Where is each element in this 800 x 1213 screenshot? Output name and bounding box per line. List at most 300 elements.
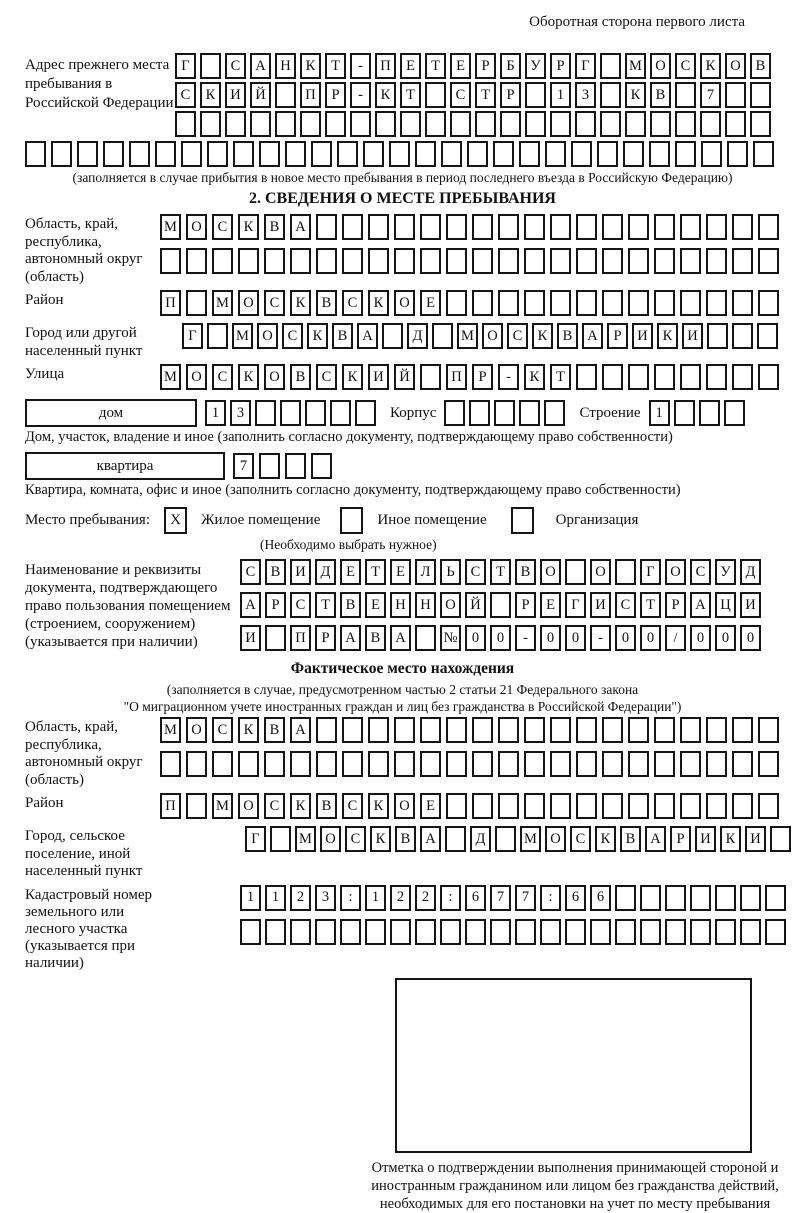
char-box[interactable]: Г — [565, 592, 586, 618]
char-box[interactable] — [498, 248, 519, 274]
char-box[interactable]: О — [394, 290, 415, 316]
char-box[interactable] — [675, 141, 696, 167]
char-box[interactable]: М — [295, 826, 316, 852]
char-box[interactable]: Й — [465, 592, 486, 618]
char-box[interactable]: И — [240, 625, 261, 651]
char-box[interactable]: К — [720, 826, 741, 852]
char-box[interactable] — [628, 290, 649, 316]
char-box[interactable]: - — [498, 364, 519, 390]
char-box[interactable]: В — [750, 53, 771, 79]
char-box[interactable]: А — [340, 625, 361, 651]
char-box[interactable] — [665, 919, 686, 945]
char-box[interactable]: С — [282, 323, 303, 349]
char-box[interactable]: В — [650, 82, 671, 108]
char-box[interactable] — [765, 885, 786, 911]
char-box[interactable]: О — [545, 826, 566, 852]
char-box[interactable] — [207, 141, 228, 167]
char-box[interactable]: И — [590, 592, 611, 618]
char-box[interactable] — [420, 717, 441, 743]
char-box[interactable] — [732, 751, 753, 777]
char-box[interactable]: К — [368, 793, 389, 819]
char-box[interactable]: 7 — [700, 82, 721, 108]
char-box[interactable]: И — [368, 364, 389, 390]
char-box[interactable] — [186, 248, 207, 274]
char-box[interactable] — [420, 364, 441, 390]
char-box[interactable] — [368, 214, 389, 240]
char-box[interactable]: С — [342, 290, 363, 316]
char-box[interactable] — [420, 751, 441, 777]
char-box[interactable]: О — [440, 592, 461, 618]
char-box[interactable] — [389, 141, 410, 167]
char-box[interactable] — [680, 793, 701, 819]
char-box[interactable] — [732, 290, 753, 316]
char-box[interactable] — [675, 111, 696, 137]
char-box[interactable] — [758, 717, 779, 743]
char-box[interactable]: 1 — [365, 885, 386, 911]
char-box[interactable] — [285, 141, 306, 167]
char-box[interactable] — [550, 751, 571, 777]
char-box[interactable]: У — [715, 559, 736, 585]
char-box[interactable] — [654, 214, 675, 240]
char-box[interactable] — [446, 214, 467, 240]
char-box[interactable] — [590, 919, 611, 945]
char-box[interactable]: Й — [250, 82, 271, 108]
char-box[interactable] — [382, 323, 403, 349]
char-box[interactable]: 1 — [265, 885, 286, 911]
char-box[interactable]: О — [590, 559, 611, 585]
char-box[interactable]: Т — [315, 592, 336, 618]
char-box[interactable]: 7 — [233, 453, 254, 479]
char-box[interactable]: В — [557, 323, 578, 349]
char-box[interactable]: Т — [325, 53, 346, 79]
char-box[interactable] — [250, 111, 271, 137]
char-box[interactable] — [732, 214, 753, 240]
char-box[interactable] — [500, 111, 521, 137]
char-box[interactable]: С — [345, 826, 366, 852]
char-box[interactable]: 6 — [590, 885, 611, 911]
char-box[interactable] — [490, 919, 511, 945]
char-box[interactable] — [690, 919, 711, 945]
char-box[interactable] — [472, 290, 493, 316]
char-box[interactable] — [765, 919, 786, 945]
char-box[interactable]: К — [375, 82, 396, 108]
char-box[interactable]: Е — [340, 559, 361, 585]
char-box[interactable]: М — [160, 364, 181, 390]
char-box[interactable]: К — [700, 53, 721, 79]
char-box[interactable] — [750, 111, 771, 137]
char-box[interactable] — [706, 717, 727, 743]
char-box[interactable]: 2 — [390, 885, 411, 911]
char-box[interactable] — [654, 290, 675, 316]
char-box[interactable]: А — [290, 717, 311, 743]
char-box[interactable] — [212, 248, 233, 274]
char-box[interactable]: 0 — [690, 625, 711, 651]
char-box[interactable] — [699, 400, 720, 426]
char-box[interactable] — [275, 82, 296, 108]
char-box[interactable] — [732, 793, 753, 819]
char-box[interactable] — [207, 323, 228, 349]
char-box[interactable] — [265, 919, 286, 945]
char-box[interactable]: П — [160, 290, 181, 316]
char-box[interactable]: У — [525, 53, 546, 79]
char-box[interactable]: И — [632, 323, 653, 349]
char-box[interactable] — [365, 919, 386, 945]
char-box[interactable] — [498, 214, 519, 240]
char-box[interactable]: А — [690, 592, 711, 618]
char-box[interactable] — [25, 141, 46, 167]
char-box[interactable] — [290, 919, 311, 945]
char-box[interactable]: Т — [425, 53, 446, 79]
char-box[interactable]: К — [200, 82, 221, 108]
char-box[interactable] — [706, 751, 727, 777]
char-box[interactable] — [432, 323, 453, 349]
char-box[interactable]: Т — [640, 592, 661, 618]
char-box[interactable]: : — [340, 885, 361, 911]
char-box[interactable] — [623, 141, 644, 167]
char-box[interactable] — [576, 248, 597, 274]
char-box[interactable] — [524, 717, 545, 743]
char-box[interactable]: И — [225, 82, 246, 108]
char-box[interactable]: 3 — [230, 400, 251, 426]
char-box[interactable] — [649, 141, 670, 167]
char-box[interactable] — [265, 625, 286, 651]
char-box[interactable]: 0 — [490, 625, 511, 651]
char-box[interactable]: К — [290, 793, 311, 819]
char-box[interactable]: Н — [390, 592, 411, 618]
char-box[interactable] — [525, 82, 546, 108]
char-box[interactable]: Р — [325, 82, 346, 108]
char-box[interactable] — [129, 141, 150, 167]
char-box[interactable]: - — [515, 625, 536, 651]
char-box[interactable] — [394, 248, 415, 274]
char-box[interactable] — [575, 111, 596, 137]
char-box[interactable]: К — [532, 323, 553, 349]
char-box[interactable]: Р — [315, 625, 336, 651]
char-box[interactable]: К — [238, 364, 259, 390]
char-box[interactable]: О — [186, 214, 207, 240]
char-box[interactable] — [640, 919, 661, 945]
char-box[interactable]: Т — [475, 82, 496, 108]
char-box[interactable] — [576, 214, 597, 240]
char-box[interactable]: П — [290, 625, 311, 651]
char-box[interactable]: А — [290, 214, 311, 240]
char-box[interactable] — [600, 53, 621, 79]
char-box[interactable] — [571, 141, 592, 167]
char-box[interactable] — [706, 214, 727, 240]
char-box[interactable] — [628, 214, 649, 240]
char-box[interactable] — [200, 111, 221, 137]
char-box[interactable]: К — [524, 364, 545, 390]
char-box[interactable] — [316, 214, 337, 240]
char-box[interactable]: В — [290, 364, 311, 390]
char-box[interactable]: А — [250, 53, 271, 79]
char-box[interactable]: М — [160, 717, 181, 743]
char-box[interactable] — [654, 717, 675, 743]
char-box[interactable] — [727, 141, 748, 167]
char-box[interactable] — [446, 290, 467, 316]
char-box[interactable] — [240, 919, 261, 945]
char-box[interactable]: М — [232, 323, 253, 349]
char-box[interactable] — [342, 248, 363, 274]
char-box[interactable] — [445, 826, 466, 852]
char-box[interactable]: А — [582, 323, 603, 349]
char-box[interactable]: 7 — [490, 885, 511, 911]
char-box[interactable] — [467, 141, 488, 167]
char-box[interactable]: Д — [740, 559, 761, 585]
char-box[interactable] — [565, 919, 586, 945]
char-box[interactable]: С — [225, 53, 246, 79]
char-box[interactable]: П — [446, 364, 467, 390]
char-box[interactable]: Р — [500, 82, 521, 108]
char-box[interactable] — [707, 323, 728, 349]
char-box[interactable] — [420, 248, 441, 274]
char-box[interactable]: Л — [415, 559, 436, 585]
char-box[interactable] — [740, 919, 761, 945]
char-box[interactable] — [415, 919, 436, 945]
char-box[interactable]: 3 — [315, 885, 336, 911]
char-box[interactable] — [290, 751, 311, 777]
char-box[interactable] — [238, 751, 259, 777]
char-box[interactable]: О — [238, 290, 259, 316]
char-box[interactable] — [316, 751, 337, 777]
char-box[interactable] — [212, 751, 233, 777]
char-box[interactable] — [732, 364, 753, 390]
char-box[interactable] — [175, 111, 196, 137]
char-box[interactable] — [469, 400, 490, 426]
char-box[interactable]: : — [440, 885, 461, 911]
char-box[interactable] — [363, 141, 384, 167]
char-box[interactable] — [300, 111, 321, 137]
char-box[interactable] — [311, 453, 332, 479]
char-box[interactable] — [394, 751, 415, 777]
char-box[interactable] — [706, 248, 727, 274]
char-box[interactable]: 2 — [290, 885, 311, 911]
char-box[interactable] — [753, 141, 774, 167]
checkbox-residential[interactable]: X — [164, 507, 187, 534]
char-box[interactable] — [600, 111, 621, 137]
char-box[interactable]: А — [357, 323, 378, 349]
char-box[interactable] — [316, 717, 337, 743]
char-box[interactable] — [233, 141, 254, 167]
char-box[interactable]: С — [615, 592, 636, 618]
char-box[interactable]: Р — [665, 592, 686, 618]
char-box[interactable] — [337, 141, 358, 167]
char-box[interactable] — [724, 400, 745, 426]
char-box[interactable] — [498, 717, 519, 743]
char-box[interactable] — [355, 400, 376, 426]
char-box[interactable]: Т — [490, 559, 511, 585]
char-box[interactable] — [628, 364, 649, 390]
char-box[interactable]: Е — [390, 559, 411, 585]
char-box[interactable] — [103, 141, 124, 167]
char-box[interactable] — [565, 559, 586, 585]
char-box[interactable]: В — [340, 592, 361, 618]
char-box[interactable]: О — [264, 364, 285, 390]
char-box[interactable]: К — [342, 364, 363, 390]
char-box[interactable]: К — [238, 717, 259, 743]
char-box[interactable] — [325, 111, 346, 137]
char-box[interactable] — [525, 111, 546, 137]
char-box[interactable]: С — [212, 364, 233, 390]
char-box[interactable] — [181, 141, 202, 167]
char-box[interactable] — [732, 248, 753, 274]
char-box[interactable]: Т — [400, 82, 421, 108]
char-box[interactable]: Г — [575, 53, 596, 79]
char-box[interactable] — [540, 919, 561, 945]
char-box[interactable] — [576, 290, 597, 316]
char-box[interactable] — [550, 717, 571, 743]
char-box[interactable]: Р — [265, 592, 286, 618]
char-box[interactable]: А — [240, 592, 261, 618]
char-box[interactable]: П — [375, 53, 396, 79]
char-box[interactable]: К — [657, 323, 678, 349]
char-box[interactable] — [732, 717, 753, 743]
char-box[interactable]: Е — [540, 592, 561, 618]
char-box[interactable] — [758, 364, 779, 390]
char-box[interactable] — [625, 111, 646, 137]
char-box[interactable]: - — [590, 625, 611, 651]
char-box[interactable]: С — [675, 53, 696, 79]
char-box[interactable]: О — [257, 323, 278, 349]
char-box[interactable]: Ь — [440, 559, 461, 585]
char-box[interactable] — [725, 111, 746, 137]
char-box[interactable] — [750, 82, 771, 108]
char-box[interactable]: Р — [550, 53, 571, 79]
char-box[interactable] — [494, 400, 515, 426]
char-box[interactable] — [758, 751, 779, 777]
char-box[interactable]: К — [300, 53, 321, 79]
char-box[interactable] — [375, 111, 396, 137]
char-box[interactable]: К — [595, 826, 616, 852]
char-box[interactable] — [290, 248, 311, 274]
char-box[interactable] — [715, 919, 736, 945]
char-box[interactable]: С — [342, 793, 363, 819]
char-box[interactable] — [701, 141, 722, 167]
char-box[interactable]: Б — [500, 53, 521, 79]
char-box[interactable]: 1 — [240, 885, 261, 911]
char-box[interactable] — [545, 141, 566, 167]
char-box[interactable] — [732, 323, 753, 349]
char-box[interactable] — [465, 919, 486, 945]
char-box[interactable] — [602, 751, 623, 777]
char-box[interactable]: О — [394, 793, 415, 819]
char-box[interactable] — [368, 751, 389, 777]
char-box[interactable] — [602, 248, 623, 274]
char-box[interactable] — [680, 364, 701, 390]
char-box[interactable] — [425, 111, 446, 137]
char-box[interactable] — [498, 290, 519, 316]
char-box[interactable] — [550, 111, 571, 137]
char-box[interactable] — [420, 214, 441, 240]
char-box[interactable]: 6 — [565, 885, 586, 911]
char-box[interactable] — [330, 400, 351, 426]
char-box[interactable] — [160, 248, 181, 274]
checkbox-organization[interactable] — [511, 507, 534, 534]
char-box[interactable] — [740, 885, 761, 911]
char-box[interactable]: Р — [607, 323, 628, 349]
char-box[interactable]: К — [307, 323, 328, 349]
char-box[interactable] — [305, 400, 326, 426]
char-box[interactable] — [550, 793, 571, 819]
char-box[interactable]: Е — [450, 53, 471, 79]
char-box[interactable]: Д — [407, 323, 428, 349]
char-box[interactable] — [186, 751, 207, 777]
char-box[interactable] — [524, 793, 545, 819]
char-box[interactable] — [186, 290, 207, 316]
char-box[interactable] — [51, 141, 72, 167]
char-box[interactable]: 1 — [205, 400, 226, 426]
char-box[interactable] — [446, 793, 467, 819]
char-box[interactable]: Г — [245, 826, 266, 852]
char-box[interactable]: С — [264, 793, 285, 819]
char-box[interactable] — [628, 248, 649, 274]
char-box[interactable] — [602, 717, 623, 743]
char-box[interactable] — [628, 751, 649, 777]
char-box[interactable]: 0 — [565, 625, 586, 651]
char-box[interactable]: 0 — [715, 625, 736, 651]
char-box[interactable]: С — [316, 364, 337, 390]
char-box[interactable] — [654, 751, 675, 777]
char-box[interactable]: О — [725, 53, 746, 79]
char-box[interactable] — [446, 248, 467, 274]
char-box[interactable] — [524, 290, 545, 316]
char-box[interactable]: К — [625, 82, 646, 108]
char-box[interactable] — [311, 141, 332, 167]
char-box[interactable] — [576, 364, 597, 390]
char-box[interactable]: 3 — [575, 82, 596, 108]
char-box[interactable]: И — [695, 826, 716, 852]
char-box[interactable]: И — [290, 559, 311, 585]
char-box[interactable] — [259, 141, 280, 167]
char-box[interactable]: 0 — [640, 625, 661, 651]
char-box[interactable]: Е — [400, 53, 421, 79]
char-box[interactable] — [342, 214, 363, 240]
char-box[interactable] — [200, 53, 221, 79]
char-box[interactable]: 0 — [740, 625, 761, 651]
char-box[interactable]: А — [420, 826, 441, 852]
char-box[interactable]: Ц — [715, 592, 736, 618]
char-box[interactable] — [524, 751, 545, 777]
char-box[interactable] — [550, 290, 571, 316]
char-box[interactable] — [576, 793, 597, 819]
char-box[interactable] — [770, 826, 791, 852]
char-box[interactable]: 0 — [540, 625, 561, 651]
char-box[interactable]: О — [482, 323, 503, 349]
char-box[interactable]: № — [440, 625, 461, 651]
char-box[interactable] — [680, 717, 701, 743]
char-box[interactable] — [342, 717, 363, 743]
char-box[interactable]: В — [332, 323, 353, 349]
char-box[interactable] — [602, 214, 623, 240]
char-box[interactable]: С — [465, 559, 486, 585]
char-box[interactable]: М — [212, 290, 233, 316]
char-box[interactable]: В — [316, 793, 337, 819]
char-box[interactable] — [238, 248, 259, 274]
char-box[interactable]: В — [316, 290, 337, 316]
char-box[interactable]: С — [570, 826, 591, 852]
char-box[interactable] — [342, 751, 363, 777]
char-box[interactable]: О — [650, 53, 671, 79]
char-box[interactable] — [519, 141, 540, 167]
char-box[interactable] — [498, 751, 519, 777]
char-box[interactable]: Г — [175, 53, 196, 79]
char-box[interactable] — [280, 400, 301, 426]
char-box[interactable] — [350, 111, 371, 137]
char-box[interactable] — [394, 214, 415, 240]
char-box[interactable]: И — [740, 592, 761, 618]
char-box[interactable]: 0 — [465, 625, 486, 651]
char-box[interactable]: В — [265, 559, 286, 585]
